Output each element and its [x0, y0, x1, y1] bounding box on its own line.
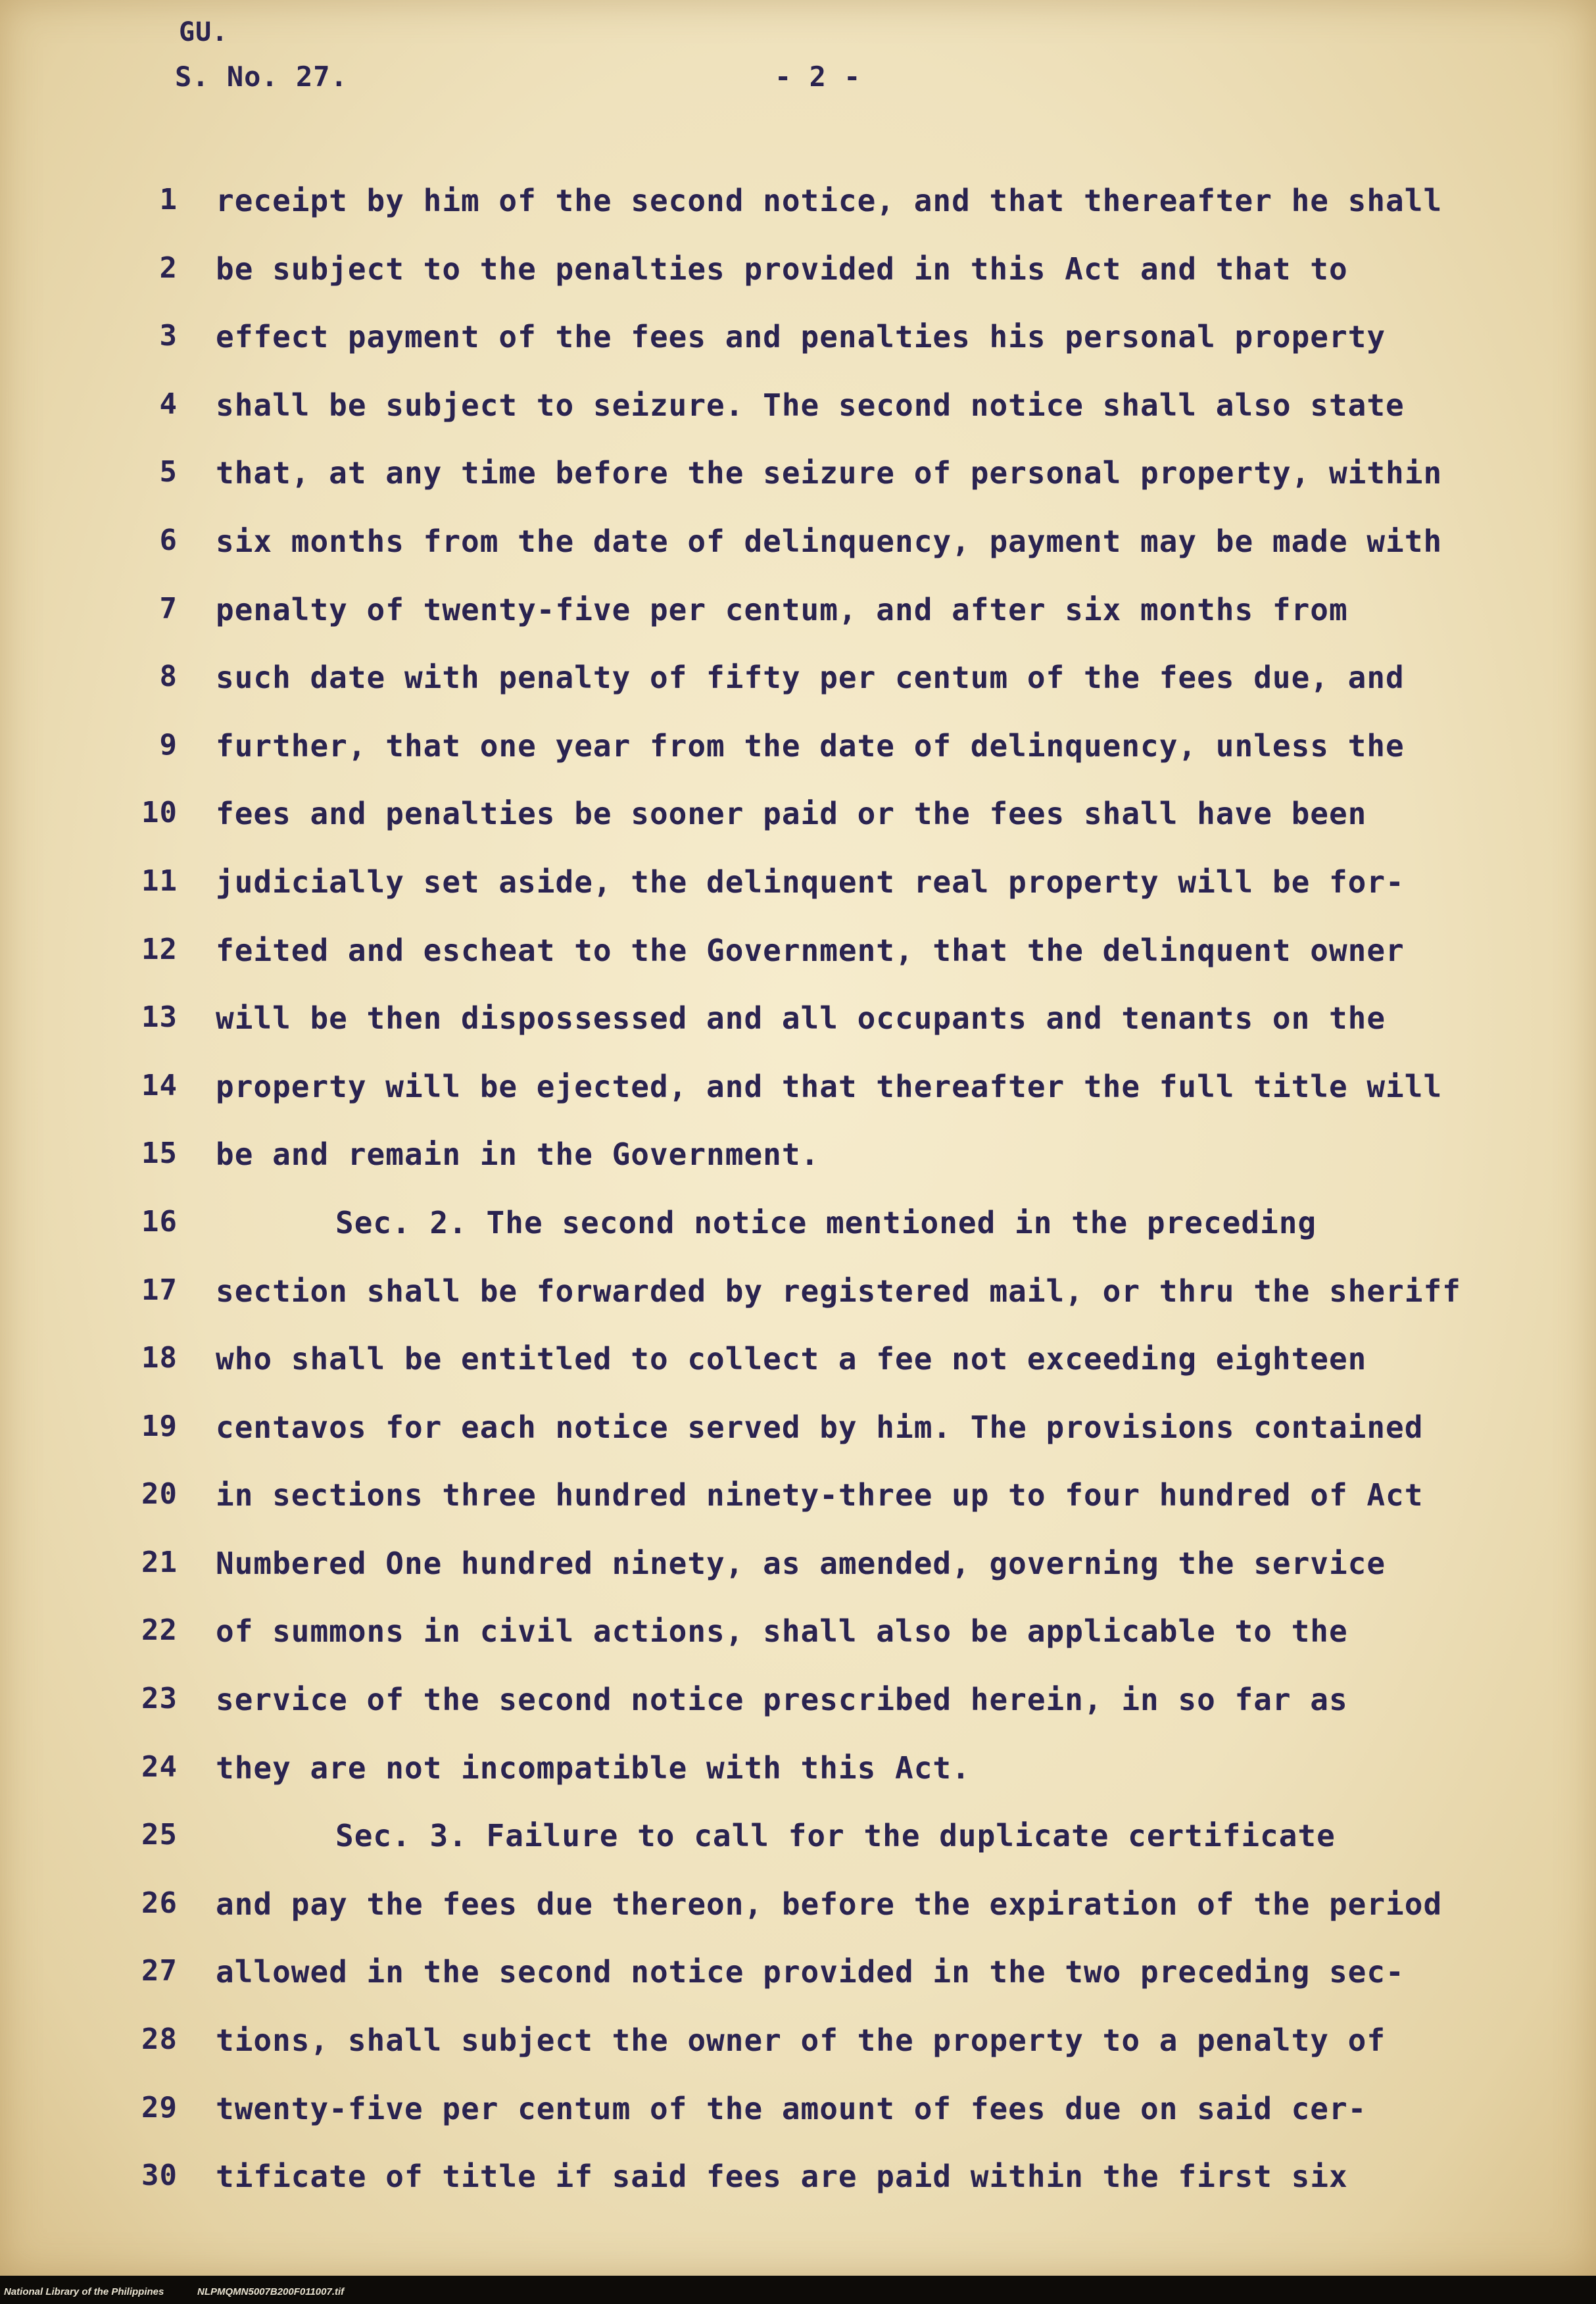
- line-number: 2: [159, 251, 178, 285]
- document-line: [0, 524, 1596, 592]
- document-line: [0, 933, 1596, 1001]
- line-text: tions, shall subject the owner of the property to a penalty of: [216, 2022, 1386, 2059]
- line-text: property will be ejected, and that thereafter the full title will: [216, 1068, 1443, 1104]
- line-number: 18: [141, 1341, 178, 1375]
- line-text: shall be subject to seizure. The second notice shall also state: [216, 387, 1405, 423]
- line-text: six months from the date of delinquency, payment may be made with: [216, 523, 1443, 559]
- library-credit: National Library of the Philippines: [4, 2286, 164, 2297]
- document-line: [0, 1818, 1596, 1886]
- document-line: [0, 796, 1596, 864]
- document-line: [0, 183, 1596, 251]
- line-number: 21: [141, 1545, 178, 1579]
- document-body: [0, 183, 1596, 2227]
- line-text: judicially set aside, the delinquent real property will be for-: [216, 864, 1405, 900]
- line-text: that, at any time before the seizure of personal property, within: [216, 455, 1443, 491]
- typist-initials: GU.: [179, 17, 229, 47]
- line-text: service of the second notice prescribed herein, in so far as: [216, 1682, 1348, 1718]
- line-text: be subject to the penalties provided in this Act and that to: [216, 251, 1348, 287]
- document-line: [0, 1273, 1596, 1342]
- document-line: [0, 1341, 1596, 1409]
- line-text: further, that one year from the date of delinquency, unless the: [216, 727, 1405, 764]
- line-number: 1: [159, 183, 178, 216]
- line-text: they are not incompatible with this Act.: [216, 1750, 971, 1786]
- document-line: [0, 2022, 1596, 2091]
- line-text: Sec. 3. Failure to call for the duplicate certificate: [335, 1818, 1336, 1854]
- document-line: [0, 1954, 1596, 2022]
- document-line: [0, 1886, 1596, 1955]
- line-number: 24: [141, 1750, 178, 1784]
- line-text: Sec. 2. The second notice mentioned in the preceding: [335, 1204, 1317, 1240]
- line-number: 13: [141, 1000, 178, 1035]
- document-line: [0, 2091, 1596, 2159]
- line-number: 6: [159, 523, 178, 557]
- document-line: [0, 387, 1596, 456]
- document-line: [0, 1546, 1596, 1614]
- document-line: [0, 1000, 1596, 1069]
- scan-footer: [0, 2276, 1596, 2304]
- document-line: [0, 1137, 1596, 1205]
- line-text: receipt by him of the second notice, and that thereafter he shall: [216, 183, 1443, 218]
- line-number: 27: [141, 1954, 178, 1988]
- line-number: 25: [141, 1818, 178, 1852]
- document-line: [0, 1750, 1596, 1819]
- document-line: [0, 455, 1596, 524]
- line-text: feited and escheat to the Government, that the delinquent owner: [216, 932, 1405, 968]
- line-text: Numbered One hundred ninety, as amended, governing the service: [216, 1545, 1386, 1581]
- line-text: of summons in civil actions, shall also be applicable to the: [216, 1613, 1348, 1650]
- line-number: 20: [141, 1477, 178, 1511]
- line-text: will be then dispossessed and all occupants and tenants on the: [216, 1000, 1386, 1037]
- line-text: allowed in the second notice provided in the two preceding sec-: [216, 1954, 1405, 1990]
- line-number: 30: [141, 2159, 178, 2193]
- document-line: [0, 319, 1596, 387]
- line-number: 12: [141, 932, 178, 966]
- line-number: 10: [141, 796, 178, 830]
- document-line: [0, 1069, 1596, 1137]
- line-number: 28: [141, 2022, 178, 2057]
- line-number: 29: [141, 2090, 178, 2124]
- document-line: [0, 2159, 1596, 2227]
- line-text: centavos for each notice served by him. The provisions contained: [216, 1409, 1424, 1445]
- bill-number: S. No. 27.: [175, 61, 348, 93]
- document-line: [0, 1477, 1596, 1546]
- line-number: 22: [141, 1613, 178, 1648]
- page-number: - 2 -: [775, 61, 861, 93]
- line-text: penalty of twenty-five per centum, and after six months from: [216, 591, 1348, 627]
- line-number: 9: [159, 727, 178, 762]
- line-text: tificate of title if said fees are paid within the first six: [216, 2159, 1348, 2195]
- document-line: [0, 1613, 1596, 1682]
- document-line: [0, 1682, 1596, 1750]
- line-number: 11: [141, 864, 178, 898]
- document-line: [0, 251, 1596, 320]
- line-text: who shall be entitled to collect a fee not exceeding eighteen: [216, 1341, 1367, 1377]
- line-text: fees and penalties be sooner paid or the fees shall have been: [216, 796, 1367, 832]
- line-text: such date with penalty of fifty per centum of the fees due, and: [216, 660, 1405, 696]
- line-number: 17: [141, 1273, 178, 1307]
- document-line: [0, 1205, 1596, 1273]
- line-number: 26: [141, 1886, 178, 1920]
- line-text: in sections three hundred ninety-three up to four hundred of Act: [216, 1477, 1424, 1513]
- line-number: 23: [141, 1682, 178, 1716]
- line-text: and pay the fees due thereon, before the expiration of the period: [216, 1886, 1443, 1922]
- line-number: 5: [159, 455, 178, 489]
- line-number: 15: [141, 1137, 178, 1171]
- document-line: [0, 728, 1596, 797]
- line-text: effect payment of the fees and penalties his personal property: [216, 319, 1386, 355]
- line-number: 8: [159, 660, 178, 694]
- file-identifier: NLPMQMN5007B200F011007.tif: [197, 2286, 345, 2297]
- document-line: [0, 1409, 1596, 1478]
- document-line: [0, 592, 1596, 660]
- line-number: 14: [141, 1068, 178, 1102]
- line-text: section shall be forwarded by registered mail, or thru the sheriff: [216, 1273, 1461, 1309]
- document-line: [0, 864, 1596, 933]
- line-number: 16: [141, 1204, 178, 1238]
- line-text: twenty-five per centum of the amount of fees due on said cer-: [216, 2090, 1367, 2126]
- line-number: 7: [159, 591, 178, 625]
- line-text: be and remain in the Government.: [216, 1137, 820, 1173]
- document-line: [0, 660, 1596, 728]
- line-number: 3: [159, 319, 178, 353]
- line-number: 4: [159, 387, 178, 421]
- line-number: 19: [141, 1409, 178, 1443]
